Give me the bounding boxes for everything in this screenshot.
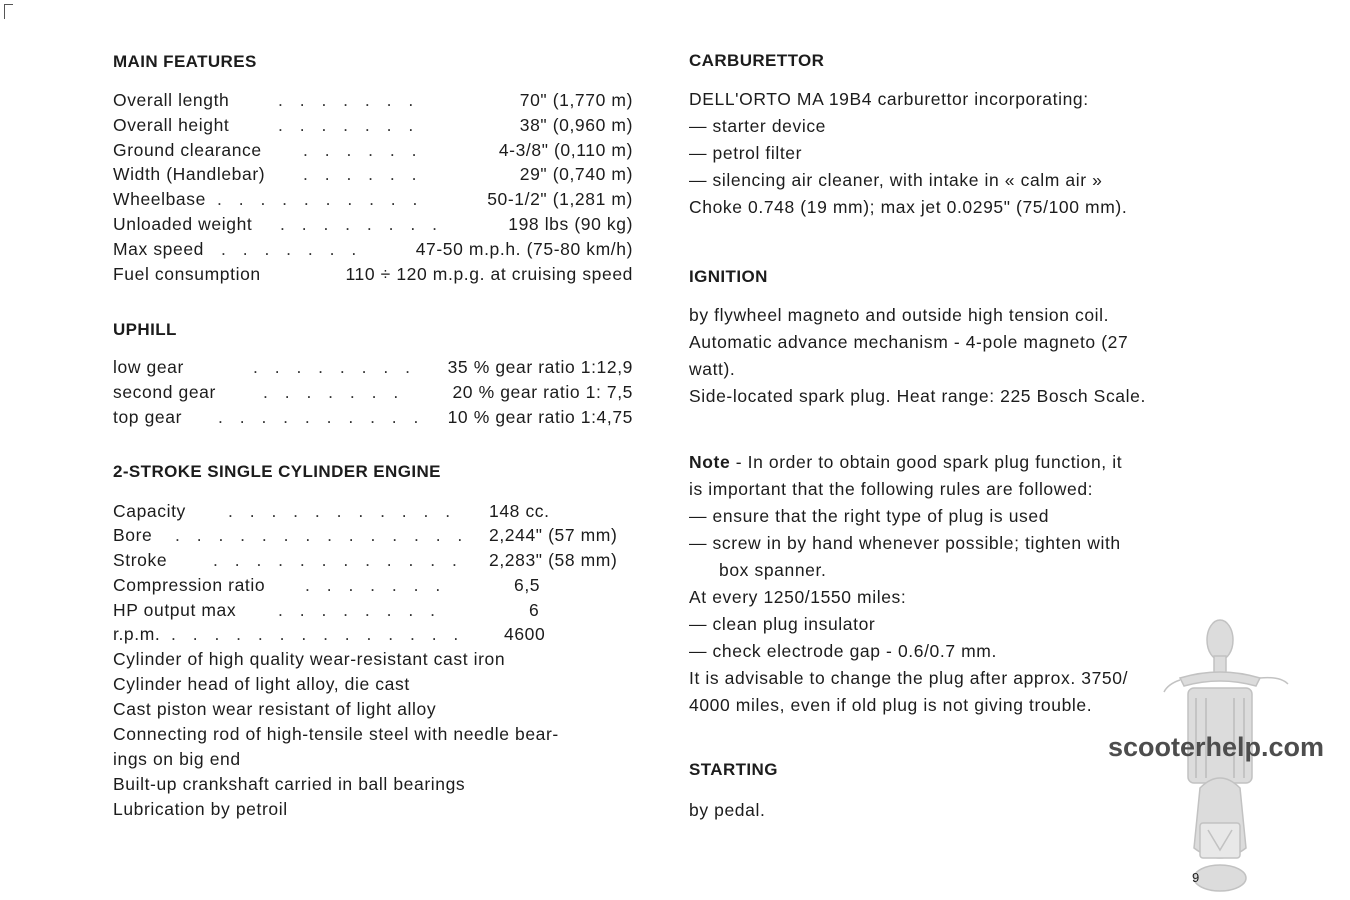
note-text: Note - In order to obtain good spark plug function, it is important that the following rules are followed: — ensure that the right type of plug is used — screw in by hand whenever possible; tighten with box spanner. At every 1250/1550 miles: — clean plug insulator — check electrode gap - 0.6/0.7 mm. It is advisable to change the plug after approx. 3750/ 4000 miles, even if old plug is not giving trouble.	[689, 452, 1129, 715]
uphill-heading: UPHILL	[113, 320, 177, 339]
spec-row: top gear . . . . . . . . . . 10 % gear ratio 1:4,75	[113, 407, 633, 427]
spec-row: Ground clearance . . . . . . 4-3/8" (0,110 m)	[113, 140, 633, 160]
ignition-text: by flywheel magneto and outside high tension coil. Automatic advance mechanism - 4-pole magneto (27 watt). Side-located spark plug. Heat range: 225 Bosch Scale.	[689, 305, 1146, 406]
spec-row: Capacity . . . . . . . . . . . 148 cc.	[113, 501, 550, 521]
spec-row: Unloaded weight . . . . . . . . 198 lbs (90 kg)	[113, 214, 633, 234]
spec-row: Bore . . . . . . . . . . . . . . 2,244" (57 mm)	[113, 525, 618, 545]
carburettor-text: DELL'ORTO MA 19B4 carburettor incorporating: — starter device — petrol filter — silencing air cleaner, with intake in « calm air » Choke 0.748 (19 mm); max jet 0.0295" (75/100 mm).	[689, 89, 1128, 217]
spec-row: Fuel consumption 110 ÷ 120 m.p.g. at cruising speed	[113, 264, 633, 284]
spec-row: Stroke . . . . . . . . . . . . 2,283" (58 mm)	[113, 550, 618, 570]
page-number: 9	[1192, 870, 1200, 885]
engine-description: Cylinder of high quality wear-resistant cast iron Cylinder head of light alloy, die cast Cast piston wear resistant of light alloy Connecting rod of high-tensile steel with needle bear- ings on big end Built-up crankshaft carried in ball bearings Lubrication by petroil	[113, 649, 559, 819]
engine-heading: 2-STROKE SINGLE CYLINDER ENGINE	[113, 462, 441, 481]
ignition-heading: IGNITION	[689, 267, 768, 286]
spec-row: Max speed . . . . . . . 47-50 m.p.h. (75-80 km/h)	[113, 239, 633, 259]
spec-row: Overall height . . . . . . . 38" (0,960 m)	[113, 115, 633, 135]
spec-row: second gear . . . . . . . 20 % gear ratio 1: 7,5	[113, 382, 633, 402]
main-features-heading: MAIN FEATURES	[113, 52, 257, 71]
spec-row: low gear . . . . . . . . 35 % gear ratio 1:12,9	[113, 357, 633, 377]
starting-heading: STARTING	[689, 760, 778, 779]
spec-row: Overall length . . . . . . . 70" (1,770 m)	[113, 90, 633, 110]
note-label: Note	[689, 452, 731, 472]
spec-row: r.p.m. . . . . . . . . . . . . . . 4600	[113, 624, 546, 644]
spec-row: Wheelbase . . . . . . . . . . 50-1/2" (1,281 m)	[113, 189, 633, 209]
carburettor-heading: CARBURETTOR	[689, 51, 825, 70]
watermark: scooterhelp.com	[1108, 732, 1325, 762]
spec-row: Width (Handlebar) . . . . . . 29" (0,740 m)	[113, 164, 633, 184]
spec-row: HP output max . . . . . . . . 6	[113, 600, 540, 620]
scan-corner-mark	[4, 4, 13, 19]
spec-row: Compression ratio . . . . . . . 6,5	[113, 575, 541, 595]
starting-text: by pedal.	[689, 800, 766, 820]
